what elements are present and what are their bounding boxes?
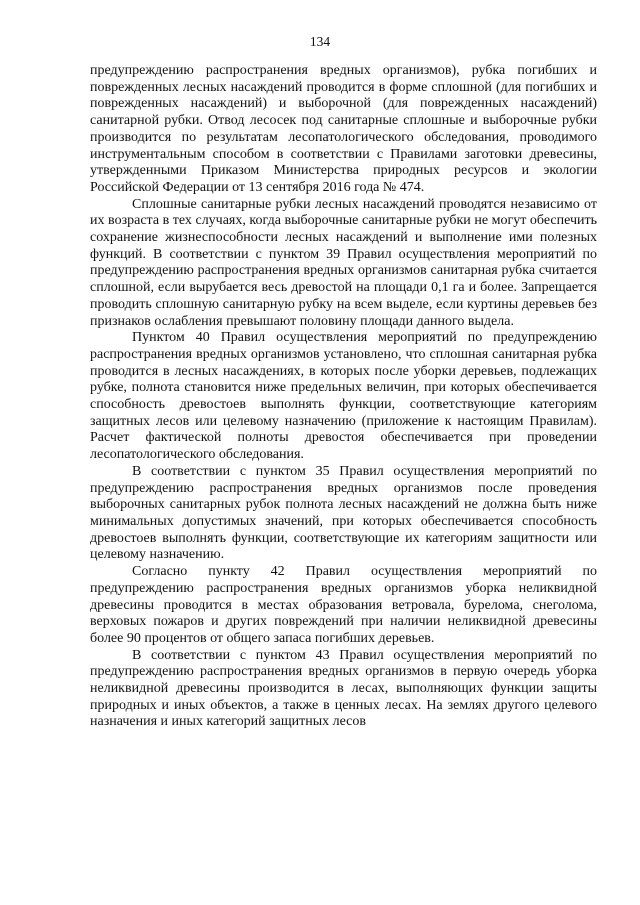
paragraph-continuation: предупреждению распространения вредных организмов), рубка погибших и поврежденных лесных насаждений проводится в форме сплошной (для погибших и поврежденных насаждений) и выборочной (для поврежденных насаждений) санитарной рубки. Отвод лесосек под санитарные сплошные и выборочные рубки производится по результатам лесопатологического обследования, проводимого инструментальным способом в соответствии с Правилами заготовки древесины, утвержденными Приказом Министерства природных ресурсов и экологии Российской Федерации от 13 сентября 2016 года № 474. — [90, 63, 597, 195]
document-body — [90, 63, 597, 731]
paragraph: В соответствии с пунктом 35 Правил осуществления мероприятий по предупреждению распространения вредных организмов после проведения выборочных санитарных рубок полнота лесных насаждений не должна быть ниже минимальных допустимых значений, при которых обеспечивается способность древостоев выполнять функции, соответствующие их категориям защитности или целевому назначению. — [90, 463, 597, 563]
paragraph: В соответствии с пунктом 43 Правил осуществления мероприятий по предупреждению распространения вредных организмов в первую очередь уборка неликвидной древесины производится в лесах, выполняющих функции защиты природных и иных объектов, а также в ценных лесах. На землях другого целевого назначения и иных категорий защитных лесов — [90, 647, 597, 730]
paragraph: Пунктом 40 Правил осуществления мероприятий по предупреждению распространения вредных организмов установлено, что сплошная санитарная рубка проводится в лесных насаждениях, в которых после уборки деревьев, подлежащих рубке, полнота становится ниже предельных величин, при которых обеспечивается способность древостоев выполнять функции, соответствующие категориям защитных лесов или целевому назначению (приложение к настоящим Правилам). Расчет фактической полноты древостоя обеспечивается при проведении лесопатологического обследования. — [90, 330, 597, 463]
page-number: 134 — [309, 34, 331, 49]
paragraph: Сплошные санитарные рубки лесных насаждений проводятся независимо от их возраста в тех случаях, когда выборочные санитарные рубки не могут обеспечить сохранение жизнеспособности лесных насаждений и выполнение ими полезных функций. В соответствии с пунктом 39 Правил осуществления мероприятий по предупреждению распространения вредных организмов санитарная рубка считается сплошной, если вырубается весь древостой на площади 0,1 га и более. Запрещается проводить сплошную санитарную рубку на всем выделе, если куртины деревьев без признаков ослабления превышают половину площади данного выдела. — [90, 196, 597, 329]
paragraph: Согласно пункту 42 Правил осуществления мероприятий по предупреждению распространения вредных организмов уборка неликвидной древесины проводится в местах образования ветровала, бурелома, снеголома, верховых пожаров и других повреждений при наличии неликвидной древесины более 90 процентов от общего запаса погибших деревьев. — [90, 564, 597, 646]
